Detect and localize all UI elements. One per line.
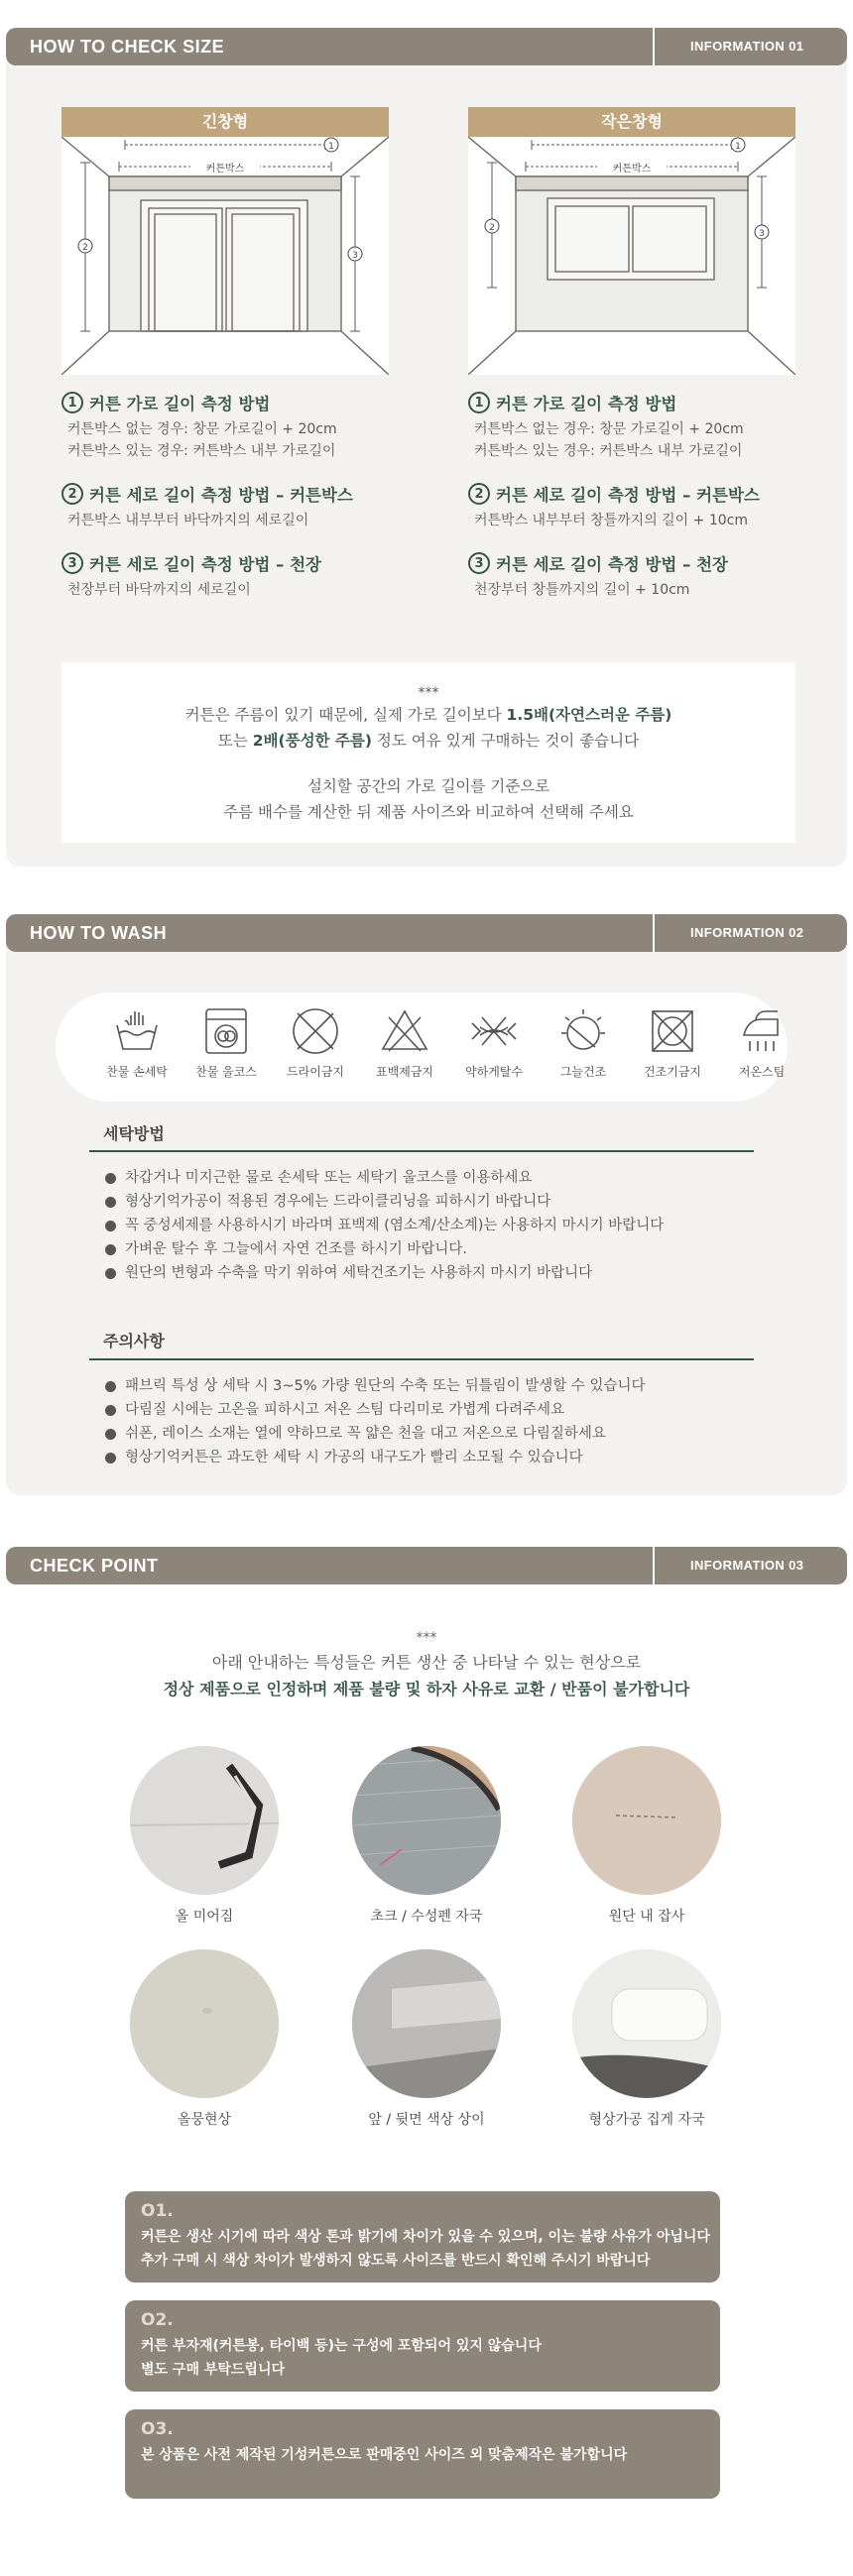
info-card-line: 커튼 부자재(커튼봉, 타이백 등)는 구성에 포함되어 있지 않습니다 [141, 2338, 542, 2354]
svg-text:3: 3 [352, 251, 358, 261]
wash-item-wool [191, 1005, 261, 1080]
number-badge: 1 [61, 392, 83, 413]
number-badge: 3 [468, 552, 490, 574]
method-title: 커튼 세로 길이 측정 방법 – 천장 [89, 555, 321, 574]
wash-header [6, 914, 847, 952]
caption-slub: 올뭉현상 [177, 2112, 232, 2128]
list-item: 차갑거나 미지근한 물로 손세탁 또는 세탁기 울코스를 이용하세요 [105, 1166, 799, 1190]
check-header-title: CHECK POINT [30, 1555, 159, 1576]
no-tumble-dry-icon [647, 1005, 698, 1057]
photo-color-diff [352, 1949, 501, 2098]
info-card-1 [125, 2191, 720, 2283]
number-badge: 3 [61, 552, 83, 574]
list-item: 원단의 변형과 수축을 막기 위하여 세탁건조기는 사용하지 마시기 바랍니다 [105, 1261, 799, 1285]
list-item: 쉬폰, 레이스 소재는 열에 약하므로 꼭 얇은 천을 대고 저온으로 다림질하세요 [105, 1422, 799, 1446]
no-dry-clean-icon [290, 1005, 341, 1057]
check-intro-line-2: 정상 제품으로 인정하며 제품 불량 및 하자 사유로 교환 / 반품이 불가합니다 [163, 1680, 690, 1698]
method-title: 커튼 가로 길이 측정 방법 [89, 395, 271, 413]
photo-fray [130, 1746, 279, 1895]
short-method-2 [468, 482, 825, 531]
wash-item-tumble [638, 1005, 707, 1080]
wash-item-hand [102, 1005, 172, 1080]
long-method-3 [61, 551, 419, 601]
short-window-diagram [468, 107, 795, 375]
wash-label: 드라이금지 [287, 1065, 344, 1079]
check-stars: *** [416, 1630, 437, 1646]
list-item: 형상기억가공이 적용된 경우에는 드라이클리닝을 피하시기 바랍니다 [105, 1190, 799, 1214]
svg-text:3: 3 [759, 229, 765, 239]
photo-chalk [352, 1746, 501, 1895]
method-line: 커튼박스 있는 경우: 커튼박스 내부 가로길이 [474, 443, 743, 459]
wash-label: 찬물 울코스 [195, 1065, 257, 1079]
size-header-title: HOW TO CHECK SIZE [30, 36, 225, 57]
size-header-info: INFORMATION 01 [690, 39, 804, 54]
number-badge: 2 [61, 483, 83, 505]
wash-item-steam [727, 1005, 796, 1080]
note-line-4: 주름 배수를 계산한 뒤 제품 사이즈와 비교하여 선택해 주세요 [223, 803, 634, 821]
photo-stray-thread [572, 1746, 721, 1895]
short-window-illustration [468, 137, 795, 375]
wash-label: 표백제금지 [376, 1065, 433, 1079]
method-line: 천장부터 창틀까지의 길이 + 10cm [474, 582, 690, 598]
wash-label: 건조기금지 [644, 1065, 701, 1079]
caption-clip-mark: 형상가공 집게 자국 [588, 2112, 705, 2128]
long-box-label: 커튼박스 [205, 164, 245, 175]
wash-label: 약하게탈수 [465, 1065, 523, 1079]
check-intro-line-1: 아래 안내하는 특성들은 커튼 생산 중 나타날 수 있는 현상으로 [211, 1653, 642, 1672]
wash-caution-list [105, 1374, 799, 1469]
note-line-3: 설치할 공간의 가로 길이를 기준으로 [306, 777, 550, 795]
wash-caution-title: 주의사항 [103, 1332, 165, 1350]
long-window-diagram [61, 107, 389, 375]
caption-color-diff: 앞 / 뒷면 색상 상이 [368, 2112, 485, 2128]
long-window-caption: 긴창형 [61, 107, 389, 137]
method-title: 커튼 세로 길이 측정 방법 – 커튼박스 [496, 486, 760, 505]
list-item: 형상기억커튼은 과도한 세탁 시 가공의 내구도가 빨리 소모될 수 있습니다 [105, 1446, 799, 1469]
short-method-3 [468, 551, 825, 601]
wash-label: 저온스팀 [738, 1065, 786, 1079]
method-line: 커튼박스 있는 경우: 커튼박스 내부 가로길이 [67, 443, 336, 459]
list-item: 가벼운 탈수 후 그늘에서 자연 건조를 하시기 바랍니다. [105, 1237, 799, 1261]
caption-fray: 올 미어짐 [175, 1909, 234, 1925]
low-steam-iron-icon [736, 1005, 788, 1057]
header-divider [653, 28, 655, 65]
note-line-1: 커튼은 주름이 있기 때문에, 실제 가로 길이보다 1.5배(자연스러운 주름) [184, 706, 672, 724]
short-window-caption: 작은창형 [468, 107, 795, 137]
info-card-line: 커튼은 생산 시기에 따라 색상 톤과 밝기에 차이가 있을 수 있으며, 이는 불량 사유가 아닙니다 [141, 2229, 710, 2245]
long-method-2 [61, 482, 419, 531]
size-header [6, 28, 847, 65]
wash-header-title: HOW TO WASH [30, 922, 168, 943]
list-item: 다림질 시에는 고온을 피하시고 저온 스팀 다리미로 가볍게 다려주세요 [105, 1398, 799, 1422]
size-note-box [61, 662, 795, 843]
check-header [6, 1547, 847, 1584]
method-line: 커튼박스 내부부터 바닥까지의 세로길이 [67, 513, 309, 528]
photo-slub [130, 1949, 279, 2098]
method-line: 천장부터 바닥까지의 세로길이 [67, 582, 251, 598]
photo-clip-mark [572, 1949, 721, 2098]
svg-text:1: 1 [735, 142, 741, 152]
number-badge: 1 [468, 392, 490, 413]
method-title: 커튼 세로 길이 측정 방법 – 천장 [496, 555, 728, 574]
wool-course-icon [200, 1005, 252, 1057]
shade-dry-icon [557, 1005, 609, 1057]
long-methods [61, 391, 419, 621]
method-title: 커튼 가로 길이 측정 방법 [496, 395, 677, 413]
number-badge: 2 [468, 483, 490, 505]
info-card-line: 별도 구매 부탁드립니다 [141, 2362, 285, 2378]
list-item: 꼭 중성세제를 사용하시기 바라며 표백제 (염소계/산소계)는 사용하지 마시기 바랍니다 [105, 1214, 799, 1237]
wash-method-title: 세탁방법 [103, 1124, 165, 1143]
short-methods [468, 391, 825, 621]
wash-label: 찬물 손세탁 [106, 1065, 168, 1079]
check-intro [6, 1630, 847, 1699]
method-line: 커튼박스 없는 경우: 창문 가로길이 + 20cm [474, 421, 744, 437]
method-line: 커튼박스 없는 경우: 창문 가로길이 + 20cm [67, 421, 337, 437]
svg-text:2: 2 [82, 243, 88, 253]
info-card-line: 본 상품은 사전 제작된 기성커튼으로 판매중인 사이즈 외 맞춤제작은 불가합니다 [141, 2447, 628, 2463]
long-window-illustration [61, 137, 389, 375]
header-divider [653, 914, 655, 952]
method-line: 커튼박스 내부부터 창틀까지의 길이 + 10cm [474, 513, 748, 528]
check-header-info: INFORMATION 03 [690, 1558, 804, 1573]
caption-stray-thread: 원단 내 잡사 [608, 1909, 685, 1925]
wash-caution-divider [89, 1358, 754, 1360]
wash-item-shade [548, 1005, 618, 1080]
long-method-1 [61, 391, 419, 462]
info-card-2 [125, 2300, 720, 2392]
hand-wash-icon [111, 1005, 163, 1057]
note-stars: *** [418, 685, 439, 701]
svg-text:2: 2 [489, 223, 495, 233]
no-bleach-icon [379, 1005, 430, 1057]
list-item: 패브릭 특성 상 세탁 시 3~5% 가량 원단의 수축 또는 뒤틀림이 발생할 수 있습니다 [105, 1374, 799, 1398]
wash-method-divider [89, 1150, 754, 1152]
info-card-3 [125, 2409, 720, 2499]
size-section [6, 28, 847, 867]
svg-text:1: 1 [328, 142, 334, 152]
caption-chalk: 초크 / 수성펜 자국 [370, 1909, 483, 1925]
method-title: 커튼 세로 길이 측정 방법 – 커튼박스 [89, 486, 353, 505]
info-card-number: O3. [141, 2419, 174, 2439]
wash-method-list [105, 1166, 799, 1285]
wash-item-dry [281, 1005, 350, 1080]
wash-label: 그늘건조 [559, 1065, 607, 1079]
note-line-2: 또는 2배(풍성한 주름) 정도 여유 있게 구매하는 것이 좋습니다 [217, 732, 640, 750]
info-card-number: O1. [141, 2201, 174, 2221]
wash-item-spin [459, 1005, 529, 1080]
info-card-line: 추가 구매 시 색상 차이가 발생하지 않도록 사이즈를 반드시 확인해 주시기 바랍니다 [141, 2253, 651, 2269]
header-divider [653, 1547, 655, 1584]
short-box-label: 커튼박스 [612, 164, 652, 175]
info-card-number: O2. [141, 2310, 174, 2330]
short-method-1 [468, 391, 825, 462]
wash-header-info: INFORMATION 02 [690, 925, 804, 940]
wash-item-bleach [370, 1005, 439, 1080]
gentle-spin-icon [468, 1005, 520, 1057]
